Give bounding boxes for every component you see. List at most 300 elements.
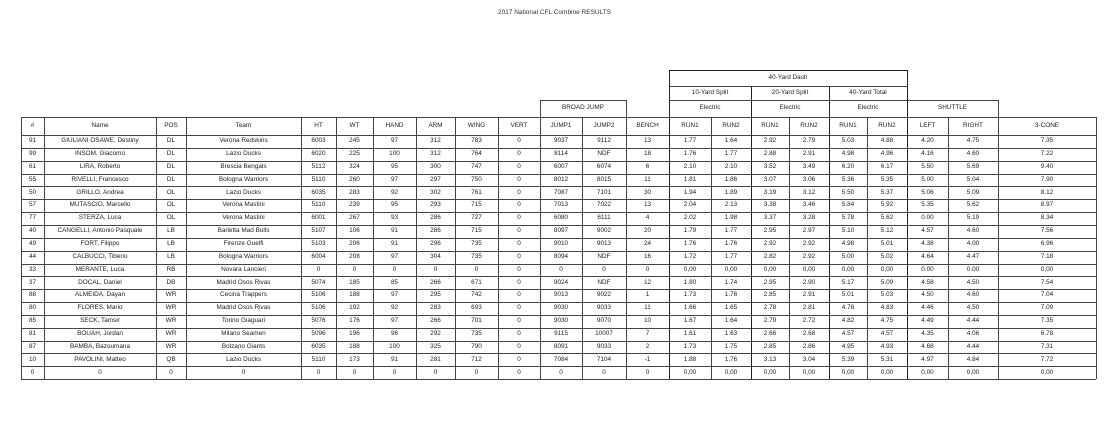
- grid-line: [907, 70, 908, 117]
- table-cell: 4.57: [880, 329, 894, 337]
- table-cell: 2.79: [802, 137, 816, 145]
- table-cell: 0: [98, 368, 102, 376]
- table-cell: 7.90: [1040, 175, 1054, 183]
- table-cell: 1.73: [683, 342, 697, 350]
- table-cell: 1.72: [683, 252, 697, 260]
- table-cell: 0,00: [724, 368, 738, 376]
- table-cell: 0: [517, 240, 521, 248]
- grid-line: [907, 117, 908, 379]
- table-cell: 5.02: [880, 252, 894, 260]
- table-cell: 0: [559, 368, 563, 376]
- table-cell: 1.76: [683, 150, 697, 158]
- header-electric: Electric: [779, 104, 801, 112]
- table-cell: 3.12: [802, 188, 816, 196]
- table-cell: 2.91: [802, 150, 816, 158]
- column-header: WING: [467, 121, 486, 129]
- table-cell: 5112: [311, 162, 326, 170]
- table-cell: 4.84: [966, 355, 980, 363]
- grid-line: [21, 148, 1096, 149]
- table-cell: 97: [390, 291, 399, 299]
- table-cell: 750: [471, 175, 482, 183]
- table-cell: 266: [430, 278, 441, 286]
- table-cell: 5.50: [921, 162, 934, 170]
- table-cell: 8012: [553, 175, 569, 183]
- table-cell: 0: [517, 162, 521, 170]
- table-cell: Brescia Bengals: [220, 162, 267, 170]
- table-cell: 6.78: [1040, 329, 1054, 337]
- table-cell: CANGELLI, Antonio Pasquale: [57, 227, 143, 235]
- table-cell: 4.44: [966, 317, 980, 325]
- grid-line: [21, 117, 22, 379]
- table-cell: 206: [349, 240, 360, 248]
- table-cell: 0: [517, 265, 521, 273]
- table-cell: 761: [471, 188, 482, 196]
- table-cell: 8015: [596, 175, 612, 183]
- table-cell: 3.28: [802, 214, 816, 222]
- table-cell: 2.82: [763, 252, 777, 260]
- table-cell: 20: [643, 227, 652, 235]
- table-cell: Verona Mastini: [222, 201, 265, 209]
- table-cell: LIRA, Roberto: [79, 162, 121, 170]
- table-cell: 4.58: [921, 278, 934, 286]
- table-cell: 1.75: [724, 342, 738, 350]
- table-cell: 8.12: [1040, 188, 1054, 196]
- table-cell: 6.96: [1040, 240, 1054, 248]
- table-cell: DL: [166, 150, 176, 158]
- table-cell: 1.79: [683, 227, 697, 235]
- column-header: Team: [235, 121, 252, 129]
- table-cell: 12: [643, 278, 652, 286]
- header-electric: Electric: [699, 104, 721, 112]
- table-cell: 0,00: [880, 265, 894, 273]
- table-cell: 85: [28, 317, 37, 325]
- table-cell: 5.78: [841, 214, 855, 222]
- table-cell: 2.02: [683, 214, 697, 222]
- table-cell: 9013: [596, 240, 612, 248]
- table-cell: 5.01: [841, 291, 855, 299]
- table-cell: 1.81: [683, 175, 697, 183]
- header-40-yard-dash: 40-Yard Dash: [768, 73, 808, 81]
- table-cell: DL: [166, 137, 176, 145]
- table-cell: DL: [166, 162, 176, 170]
- table-cell: 0: [602, 265, 606, 273]
- table-cell: 97: [390, 317, 399, 325]
- table-cell: OL: [166, 214, 176, 222]
- table-cell: 5.84: [841, 201, 855, 209]
- table-cell: 239: [349, 201, 360, 209]
- table-cell: 1.67: [683, 317, 697, 325]
- table-cell: 1.66: [683, 304, 697, 312]
- table-cell: NDF: [597, 150, 611, 158]
- table-cell: 3.52: [763, 162, 777, 170]
- table-cell: 0,00: [841, 265, 855, 273]
- column-header: RUN1: [681, 121, 699, 129]
- table-cell: 7.35: [1040, 317, 1054, 325]
- table-cell: 0: [433, 265, 438, 273]
- table-cell: Barletta Mad Bulls: [217, 227, 270, 235]
- table-cell: 5110: [311, 355, 326, 363]
- table-cell: 5103: [311, 240, 326, 248]
- table-cell: 5.10: [841, 227, 855, 235]
- table-cell: 1.64: [724, 317, 738, 325]
- table-cell: 0: [352, 368, 357, 376]
- table-cell: RB: [166, 265, 176, 273]
- table-cell: 8.97: [1040, 201, 1054, 209]
- table-cell: 8091: [553, 342, 569, 350]
- table-cell: 9010: [553, 240, 569, 248]
- table-cell: 9022: [596, 291, 612, 299]
- table-cell: 747: [471, 162, 482, 170]
- grid-line: [21, 276, 1096, 277]
- table-cell: 701: [471, 317, 482, 325]
- grid-line: [21, 302, 1096, 303]
- table-cell: 0: [559, 265, 563, 273]
- table-cell: 0: [517, 368, 521, 376]
- table-cell: 6020: [311, 150, 326, 158]
- table-cell: 297: [430, 175, 441, 183]
- column-header: BENCH: [636, 121, 659, 129]
- table-cell: 0,00: [802, 265, 816, 273]
- table-cell: 9002: [596, 227, 612, 235]
- table-cell: 24: [643, 240, 652, 248]
- grid-line: [582, 117, 583, 379]
- table-cell: GIULIANI OSAWE, Destiny: [61, 137, 139, 145]
- table-cell: 4: [645, 214, 650, 222]
- table-cell: 735: [471, 252, 482, 260]
- table-cell: 11: [644, 304, 651, 312]
- table-cell: 0.00: [966, 265, 980, 273]
- grid-line: [21, 264, 1096, 265]
- table-cell: 2.04: [683, 201, 697, 209]
- table-cell: 4.57: [921, 227, 934, 235]
- table-cell: OL: [166, 188, 176, 196]
- column-header: 3-CONE: [1034, 121, 1060, 129]
- table-cell: 4.75: [880, 317, 894, 325]
- table-cell: 7.35: [1040, 137, 1054, 145]
- grid-line: [21, 366, 1096, 367]
- grid-line: [336, 117, 337, 379]
- header-broad-jump: BROAD JUMP: [562, 104, 604, 112]
- table-cell: 0: [645, 265, 650, 273]
- table-cell: 44: [28, 252, 37, 260]
- table-cell: 7022: [596, 201, 612, 209]
- table-cell: 1.86: [724, 175, 738, 183]
- table-cell: 4.88: [880, 137, 894, 145]
- table-cell: 735: [471, 329, 482, 337]
- grid-line: [21, 251, 1096, 252]
- table-cell: 6001: [311, 214, 326, 222]
- table-cell: 188: [349, 342, 360, 350]
- table-cell: 6.20: [841, 162, 855, 170]
- table-cell: 2.97: [802, 227, 816, 235]
- table-cell: 0: [392, 368, 397, 376]
- table-cell: 5.69: [966, 162, 980, 170]
- table-cell: 0,00: [683, 265, 697, 273]
- grid-line: [829, 117, 830, 379]
- column-header: VERT: [510, 121, 528, 129]
- grid-line: [626, 117, 627, 379]
- table-cell: 4.49: [921, 317, 934, 325]
- grid-line: [21, 117, 1096, 118]
- table-cell: 5.39: [841, 355, 855, 363]
- grid-line: [751, 86, 752, 117]
- table-cell: Verona Redskins: [219, 137, 268, 145]
- grid-line: [998, 100, 999, 117]
- table-cell: 6003: [311, 137, 326, 145]
- table-cell: 312: [430, 150, 441, 158]
- table-cell: 0: [517, 188, 521, 196]
- table-cell: 9030: [553, 304, 569, 312]
- table-cell: 92: [390, 304, 399, 312]
- grid-line: [301, 117, 302, 379]
- grid-line: [21, 199, 1096, 200]
- table-cell: 0: [30, 368, 35, 376]
- table-cell: 5096: [311, 329, 326, 337]
- table-cell: 7.18: [1040, 252, 1054, 260]
- table-cell: 267: [349, 214, 360, 222]
- table-cell: 5.19: [966, 214, 980, 222]
- table-cell: 727: [471, 214, 482, 222]
- table-cell: 97: [390, 137, 399, 145]
- table-cell: 715: [471, 227, 482, 235]
- table-cell: 2.86: [802, 342, 816, 350]
- table-cell: 8114: [554, 150, 568, 158]
- table-cell: 7.22: [1040, 150, 1054, 158]
- table-cell: 0: [517, 175, 521, 183]
- table-cell: 173: [349, 355, 360, 363]
- table-cell: 4.96: [880, 150, 894, 158]
- table-cell: 2.78: [763, 304, 777, 312]
- table-cell: 0,00: [1040, 265, 1054, 273]
- table-cell: Cecina Trappers: [220, 291, 267, 299]
- table-cell: 33: [28, 265, 37, 273]
- table-cell: 16: [643, 252, 652, 260]
- column-header: ARM: [428, 121, 443, 129]
- table-cell: WR: [165, 317, 177, 325]
- table-cell: 10: [28, 355, 37, 363]
- table-cell: Bologna Warriors: [218, 175, 269, 183]
- table-cell: 715: [471, 201, 482, 209]
- table-cell: Madrid Osos Rivas: [216, 304, 271, 312]
- table-cell: 266: [430, 317, 441, 325]
- table-cell: 1.76: [683, 240, 697, 248]
- column-header: RUN1: [839, 121, 857, 129]
- table-cell: 286: [430, 227, 441, 235]
- table-cell: 99: [28, 150, 37, 158]
- table-cell: 77: [28, 214, 37, 222]
- table-cell: 2.13: [724, 201, 738, 209]
- table-cell: 4.78: [841, 304, 855, 312]
- table-cell: 1.89: [724, 188, 738, 196]
- table-cell: 91: [390, 227, 399, 235]
- table-cell: 0: [517, 252, 521, 260]
- table-cell: 91: [28, 137, 37, 145]
- grid-line: [751, 117, 752, 379]
- table-cell: 1.73: [683, 291, 697, 299]
- column-header: WT: [349, 121, 360, 129]
- table-cell: 9112: [597, 137, 611, 145]
- table-cell: 2.85: [763, 342, 777, 350]
- table-cell: 208: [349, 252, 360, 260]
- table-cell: Novara Lancieri: [221, 265, 266, 273]
- table-cell: 0.00: [921, 265, 934, 273]
- grid-line: [21, 212, 1096, 213]
- table-cell: 7: [645, 329, 650, 337]
- header-electric: Electric: [857, 104, 879, 112]
- table-cell: 7.56: [1040, 227, 1054, 235]
- table-cell: 325: [430, 342, 441, 350]
- table-cell: Milano Seamen: [221, 329, 266, 337]
- grid-line: [669, 70, 907, 71]
- table-cell: 97: [390, 175, 399, 183]
- table-cell: LB: [167, 227, 175, 235]
- table-cell: 93: [390, 214, 399, 222]
- table-cell: 2.10: [683, 162, 697, 170]
- table-cell: 4.50: [966, 278, 980, 286]
- table-cell: 85: [390, 278, 399, 286]
- table-cell: 0: [645, 368, 650, 376]
- table-cell: 3.37: [763, 214, 777, 222]
- table-cell: 2.85: [763, 291, 777, 299]
- table-cell: 0: [517, 304, 521, 312]
- table-cell: 7104: [596, 355, 612, 363]
- table-cell: 1.61: [683, 329, 697, 337]
- grid-line: [498, 117, 499, 379]
- table-cell: 2.92: [763, 240, 777, 248]
- table-cell: 4.50: [966, 304, 980, 312]
- table-cell: 7084: [553, 355, 569, 363]
- table-cell: Bolzano Giants: [221, 342, 266, 350]
- table-cell: 0,00: [966, 368, 980, 376]
- table-cell: 4.95: [841, 342, 855, 350]
- table-cell: 735: [471, 240, 482, 248]
- table-cell: 6.17: [880, 162, 894, 170]
- table-cell: 4.83: [880, 304, 894, 312]
- grid-line: [669, 70, 670, 117]
- table-cell: 2: [645, 342, 650, 350]
- table-cell: 1.65: [724, 304, 738, 312]
- table-cell: 7.72: [1040, 355, 1054, 363]
- header-10-yard-split: 10-Yard Split: [691, 88, 729, 96]
- column-header: JUMP2: [593, 121, 615, 129]
- table-cell: 0: [517, 291, 521, 299]
- table-cell: 49: [28, 240, 37, 248]
- table-cell: 0: [602, 368, 606, 376]
- table-cell: 296: [430, 240, 441, 248]
- table-cell: 4.93: [880, 342, 894, 350]
- table-cell: 100: [389, 342, 400, 350]
- table-cell: 6080: [553, 214, 569, 222]
- table-cell: 4.00: [966, 240, 980, 248]
- table-cell: FLORES, Mario: [77, 304, 123, 312]
- table-cell: 5.04: [966, 175, 980, 183]
- table-cell: 0,00: [683, 368, 697, 376]
- table-cell: CALBUCCI, Tiberio: [72, 252, 128, 260]
- table-cell: 9033: [596, 342, 612, 350]
- table-cell: 3.04: [802, 355, 816, 363]
- table-cell: 5074: [311, 278, 326, 286]
- table-cell: 6004: [311, 252, 326, 260]
- table-cell: 1.63: [724, 329, 738, 337]
- table-cell: SECK, Tamsir: [80, 317, 120, 325]
- table-cell: 4.46: [921, 304, 934, 312]
- table-cell: 5106: [311, 291, 326, 299]
- grid-line: [156, 117, 157, 379]
- table-cell: -1: [644, 355, 651, 363]
- table-cell: 2.90: [802, 278, 816, 286]
- table-cell: 3.38: [763, 201, 777, 209]
- table-cell: 10007: [595, 329, 613, 337]
- grid-line: [21, 353, 1096, 354]
- table-cell: 4.50: [921, 291, 934, 299]
- table-cell: 4.16: [921, 150, 934, 158]
- table-cell: 3.06: [802, 175, 816, 183]
- table-cell: 4.47: [966, 252, 980, 260]
- table-cell: 4.98: [841, 150, 855, 158]
- column-header: RUN2: [800, 121, 818, 129]
- table-cell: 1.77: [683, 137, 697, 145]
- table-cell: 185: [349, 278, 360, 286]
- table-cell: 7.04: [1040, 291, 1054, 299]
- table-cell: 176: [349, 317, 360, 325]
- table-cell: 3.07: [763, 175, 777, 183]
- table-cell: 0,00: [921, 368, 934, 376]
- table-cell: 5.09: [966, 188, 980, 196]
- grid-line: [21, 341, 1096, 342]
- table-cell: 312: [430, 137, 441, 145]
- table-cell: 4.64: [921, 252, 934, 260]
- table-cell: 0: [474, 265, 479, 273]
- table-cell: 2.72: [802, 317, 816, 325]
- table-cell: 1.76: [724, 291, 738, 299]
- table-cell: 18: [643, 150, 652, 158]
- table-cell: 4.60: [966, 227, 980, 235]
- table-cell: PAVOLINI, Matteo: [74, 355, 126, 363]
- header-20-yard-split: 20-Yard Split: [771, 88, 809, 96]
- table-cell: 9070: [596, 317, 612, 325]
- grid-line: [21, 315, 1096, 316]
- column-header: HAND: [385, 121, 404, 129]
- table-cell: 0: [517, 227, 521, 235]
- grid-line: [1096, 117, 1097, 379]
- table-cell: 5.12: [880, 227, 894, 235]
- table-cell: 50: [28, 188, 37, 196]
- grid-line: [373, 117, 374, 379]
- table-cell: 9013: [553, 291, 569, 299]
- table-cell: 3.49: [802, 162, 816, 170]
- table-cell: 37: [28, 278, 37, 286]
- table-cell: 0: [517, 201, 521, 209]
- table-cell: 2.92: [763, 137, 777, 145]
- table-cell: RIVELLI, Francesco: [71, 175, 129, 183]
- table-cell: 9.40: [1040, 162, 1054, 170]
- table-cell: 92: [390, 188, 399, 196]
- table-cell: 2.88: [763, 150, 777, 158]
- table-cell: 293: [430, 201, 441, 209]
- column-header: LEFT: [919, 121, 936, 129]
- table-cell: 260: [349, 175, 360, 183]
- grid-line: [186, 117, 187, 379]
- table-cell: 7.54: [1040, 278, 1054, 286]
- table-cell: INSOM, Giacomo: [74, 150, 126, 158]
- table-cell: 5.06: [921, 188, 934, 196]
- grid-line: [21, 161, 1096, 162]
- table-cell: 1: [645, 291, 650, 299]
- grid-line: [21, 135, 1096, 136]
- table-cell: 0,00: [763, 368, 777, 376]
- table-cell: QB: [166, 355, 176, 363]
- table-cell: MUTASCIO, Marcello: [69, 201, 131, 209]
